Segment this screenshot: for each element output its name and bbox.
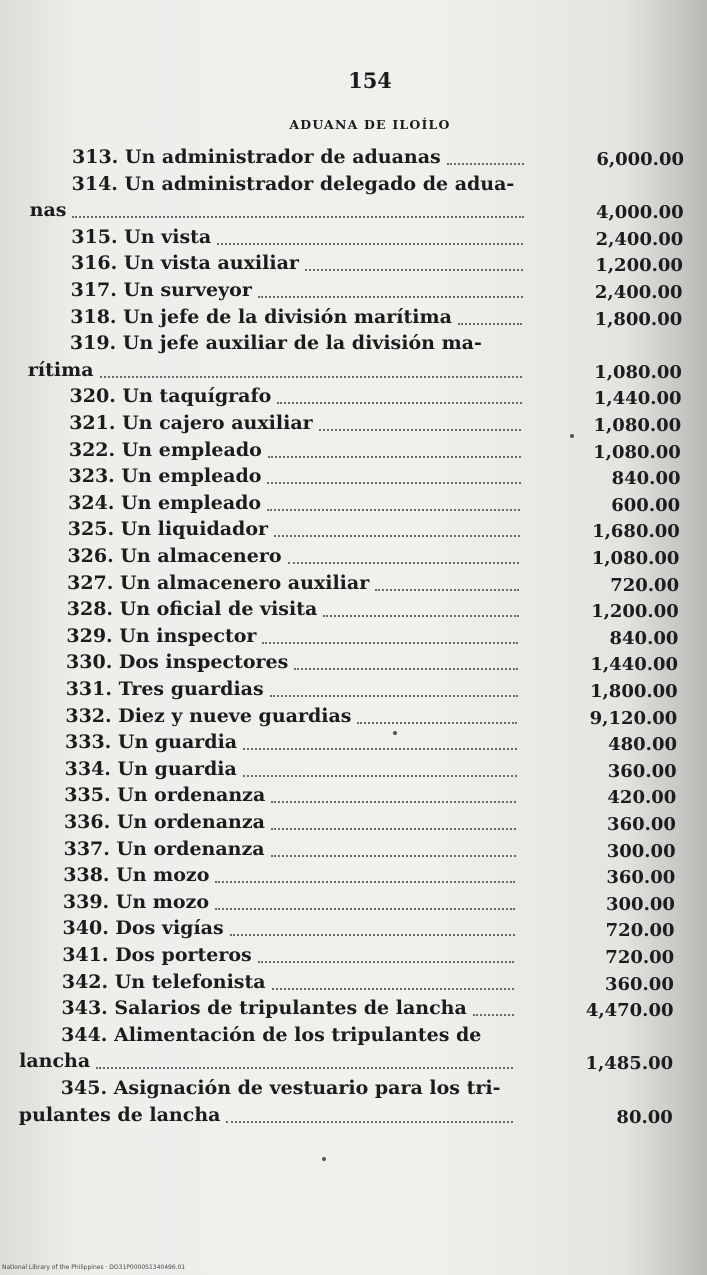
dot-leader [258, 296, 523, 298]
entry-text: 340. Dos vigías [62, 917, 224, 940]
entry-continuation-line [30, 199, 530, 225]
entry-line [65, 731, 523, 757]
entry-amount: 1,680.00 [592, 521, 680, 543]
entry-line [61, 1077, 519, 1103]
entry-line [62, 944, 520, 970]
dot-leader [375, 589, 519, 591]
dot-leader [268, 456, 521, 458]
entry-amount: 2,400.00 [595, 228, 684, 250]
entry-text: 336. Un ordenanza [63, 811, 265, 833]
dot-leader [258, 961, 514, 963]
entry-line [71, 279, 529, 305]
dot-leader [262, 642, 518, 644]
entry-line [66, 678, 524, 704]
dot-leader [217, 243, 523, 245]
entry-text: 344. Alimentación de los tripulantes de [61, 1023, 482, 1046]
entry-amount: 1,080.00 [593, 441, 681, 463]
entry-line [64, 784, 522, 810]
footer-credit: National Library of the Philippines · DO31P0000S1340496.01 [2, 1264, 186, 1271]
dot-leader [100, 376, 522, 378]
entry-text: 314. Un administrador delegado de adua- [71, 172, 515, 195]
entry-line [62, 971, 520, 997]
entry-text: pulantes de lancha [18, 1103, 221, 1126]
entry-line [65, 758, 523, 784]
entry-amount: 720.00 [610, 574, 680, 596]
entry-line [62, 997, 520, 1023]
dot-leader [215, 908, 515, 910]
dot-leader [215, 881, 515, 883]
dot-leader [305, 269, 523, 271]
entry-text: 337. Un ordenanza [63, 837, 265, 860]
entry-text: 342. Un telefonista [61, 970, 266, 993]
dot-leader [473, 1014, 514, 1016]
entry-amount: 80.00 [616, 1106, 673, 1128]
entry-amount: 4,470.00 [585, 1000, 674, 1022]
dot-leader [277, 402, 521, 404]
entry-text: 328. Un oficial de visita [66, 598, 318, 621]
entry-line [65, 705, 523, 731]
entry-line [64, 838, 522, 864]
entry-text: 338. Un mozo [63, 864, 210, 887]
dot-leader [267, 509, 520, 511]
entry-text: 329. Un inspector [66, 624, 257, 647]
entry-line [72, 173, 530, 199]
entry-text: 325. Un liquidador [67, 518, 269, 541]
entry-amount: 840.00 [609, 627, 679, 649]
entry-text: 331. Tres guardias [65, 678, 264, 700]
entry-amount: 1,080.00 [594, 361, 682, 383]
entry-amount: 720.00 [605, 920, 675, 942]
dot-leader [319, 429, 522, 431]
dot-leader [226, 1121, 512, 1123]
entry-text: 319. Un jefe auxiliar de la división ma- [69, 332, 482, 355]
entry-amount: 6,000.00 [596, 149, 684, 170]
entry-amount: 360.00 [606, 867, 676, 889]
entry-amount: 4,000.00 [595, 202, 684, 224]
entry-amount: 360.00 [604, 973, 674, 995]
entry-line [72, 146, 530, 172]
entry-line [63, 917, 521, 943]
entry-text: 315. Un vista [71, 225, 212, 248]
entry-text: 323. Un empleado [68, 465, 262, 488]
entry-line [68, 518, 526, 544]
entry-text: 326. Un almacenero [67, 545, 282, 567]
entry-text: 332. Diez y nueve guardias [65, 704, 352, 727]
entry-line [63, 891, 521, 917]
dot-leader [274, 535, 520, 537]
entry-line [66, 625, 524, 651]
dot-leader [271, 828, 516, 830]
entry-amount: 480.00 [608, 734, 677, 756]
entry-line [70, 332, 528, 358]
entry-amount: 1,200.00 [591, 601, 679, 623]
entry-amount: 360.00 [607, 760, 677, 782]
dot-leader [243, 775, 517, 777]
entry-text: rítima [27, 358, 94, 381]
entry-amount: 1,485.00 [585, 1053, 674, 1075]
entry-amount: 1,080.00 [591, 548, 680, 569]
entry-text: 339. Un mozo [62, 890, 210, 913]
entry-amount: 2,400.00 [594, 282, 683, 303]
dot-leader [357, 722, 517, 724]
entry-line [64, 811, 522, 837]
entry-line [71, 226, 529, 252]
dot-leader [243, 748, 517, 750]
dot-leader [271, 855, 516, 857]
entry-amount: 9,120.00 [589, 707, 678, 729]
entry-amount: 300.00 [606, 893, 675, 915]
dot-leader [294, 668, 518, 670]
entry-line [70, 306, 528, 332]
dot-leader [288, 562, 520, 564]
entry-continuation-line [19, 1104, 519, 1130]
entry-text: 341. Dos porteros [62, 944, 252, 966]
entry-amount: 1,200.00 [595, 255, 683, 277]
entry-amount: 1,440.00 [590, 654, 679, 676]
entry-text: 334. Un guardia [64, 757, 237, 780]
entry-line [70, 385, 528, 411]
entry-text: 324. Un empleado [68, 491, 262, 514]
dot-leader [458, 323, 522, 325]
dot-leader [271, 801, 516, 803]
dot-leader [272, 988, 514, 990]
entry-text: 321. Un cajero auxiliar [69, 412, 313, 434]
entry-text: lancha [19, 1050, 91, 1073]
dot-leader [270, 695, 518, 697]
speck-mark [393, 731, 397, 735]
entry-amount: 420.00 [607, 787, 677, 809]
entry-amount: 1,080.00 [593, 415, 682, 436]
entry-line [66, 651, 524, 677]
entry-continuation-line [19, 1050, 519, 1076]
entry-line [69, 465, 527, 491]
entry-text: 330. Dos inspectores [66, 651, 289, 674]
entry-amount: 1,800.00 [590, 681, 678, 702]
entry-text: nas [29, 199, 67, 222]
speck-mark [322, 1157, 326, 1161]
entry-text: 313. Un administrador de aduanas [72, 146, 441, 168]
entry-amount: 1,440.00 [593, 388, 682, 410]
entry-amount: 600.00 [611, 494, 681, 516]
entry-continuation-line [28, 359, 528, 385]
entry-line [69, 439, 527, 465]
entry-line [67, 598, 525, 624]
entry-text: 320. Un taquígrafo [69, 385, 272, 408]
entry-line [67, 572, 525, 598]
entry-line [71, 252, 529, 278]
entry-line [67, 545, 525, 571]
dot-leader [230, 934, 515, 936]
entry-amount: 1,800.00 [594, 308, 683, 330]
page-number: 154 [348, 68, 392, 93]
entry-text: 333. Un guardia [65, 731, 238, 754]
dot-leader [447, 163, 524, 165]
entry-line [61, 1024, 519, 1050]
dot-leader [267, 482, 520, 484]
entry-amount: 300.00 [606, 840, 676, 862]
entry-line [69, 412, 527, 438]
entry-text: 317. Un surveyor [70, 279, 252, 301]
entry-text: 343. Salarios de tripulantes de lancha [61, 997, 467, 1020]
dot-leader [323, 615, 518, 617]
speck-mark [570, 434, 574, 438]
entry-text: 318. Un jefe de la división marítima [70, 305, 452, 328]
entry-amount: 720.00 [605, 947, 675, 968]
entry-line [63, 864, 521, 890]
entry-amount: 360.00 [607, 814, 676, 835]
dot-leader [96, 1067, 513, 1069]
entry-text: 335. Un ordenanza [64, 784, 266, 807]
entry-text: 327. Un almacenero auxiliar [67, 571, 370, 594]
section-title: ADUANA DE ILOÍLO [289, 117, 451, 132]
entry-text: 345. Asignación de vestuario para los tri- [60, 1077, 501, 1099]
entry-text: 316. Un vista auxiliar [70, 252, 299, 275]
dot-leader [72, 216, 523, 218]
entry-line [68, 492, 526, 518]
entry-text: 322. Un empleado [68, 438, 262, 461]
entry-amount: 840.00 [611, 468, 681, 490]
